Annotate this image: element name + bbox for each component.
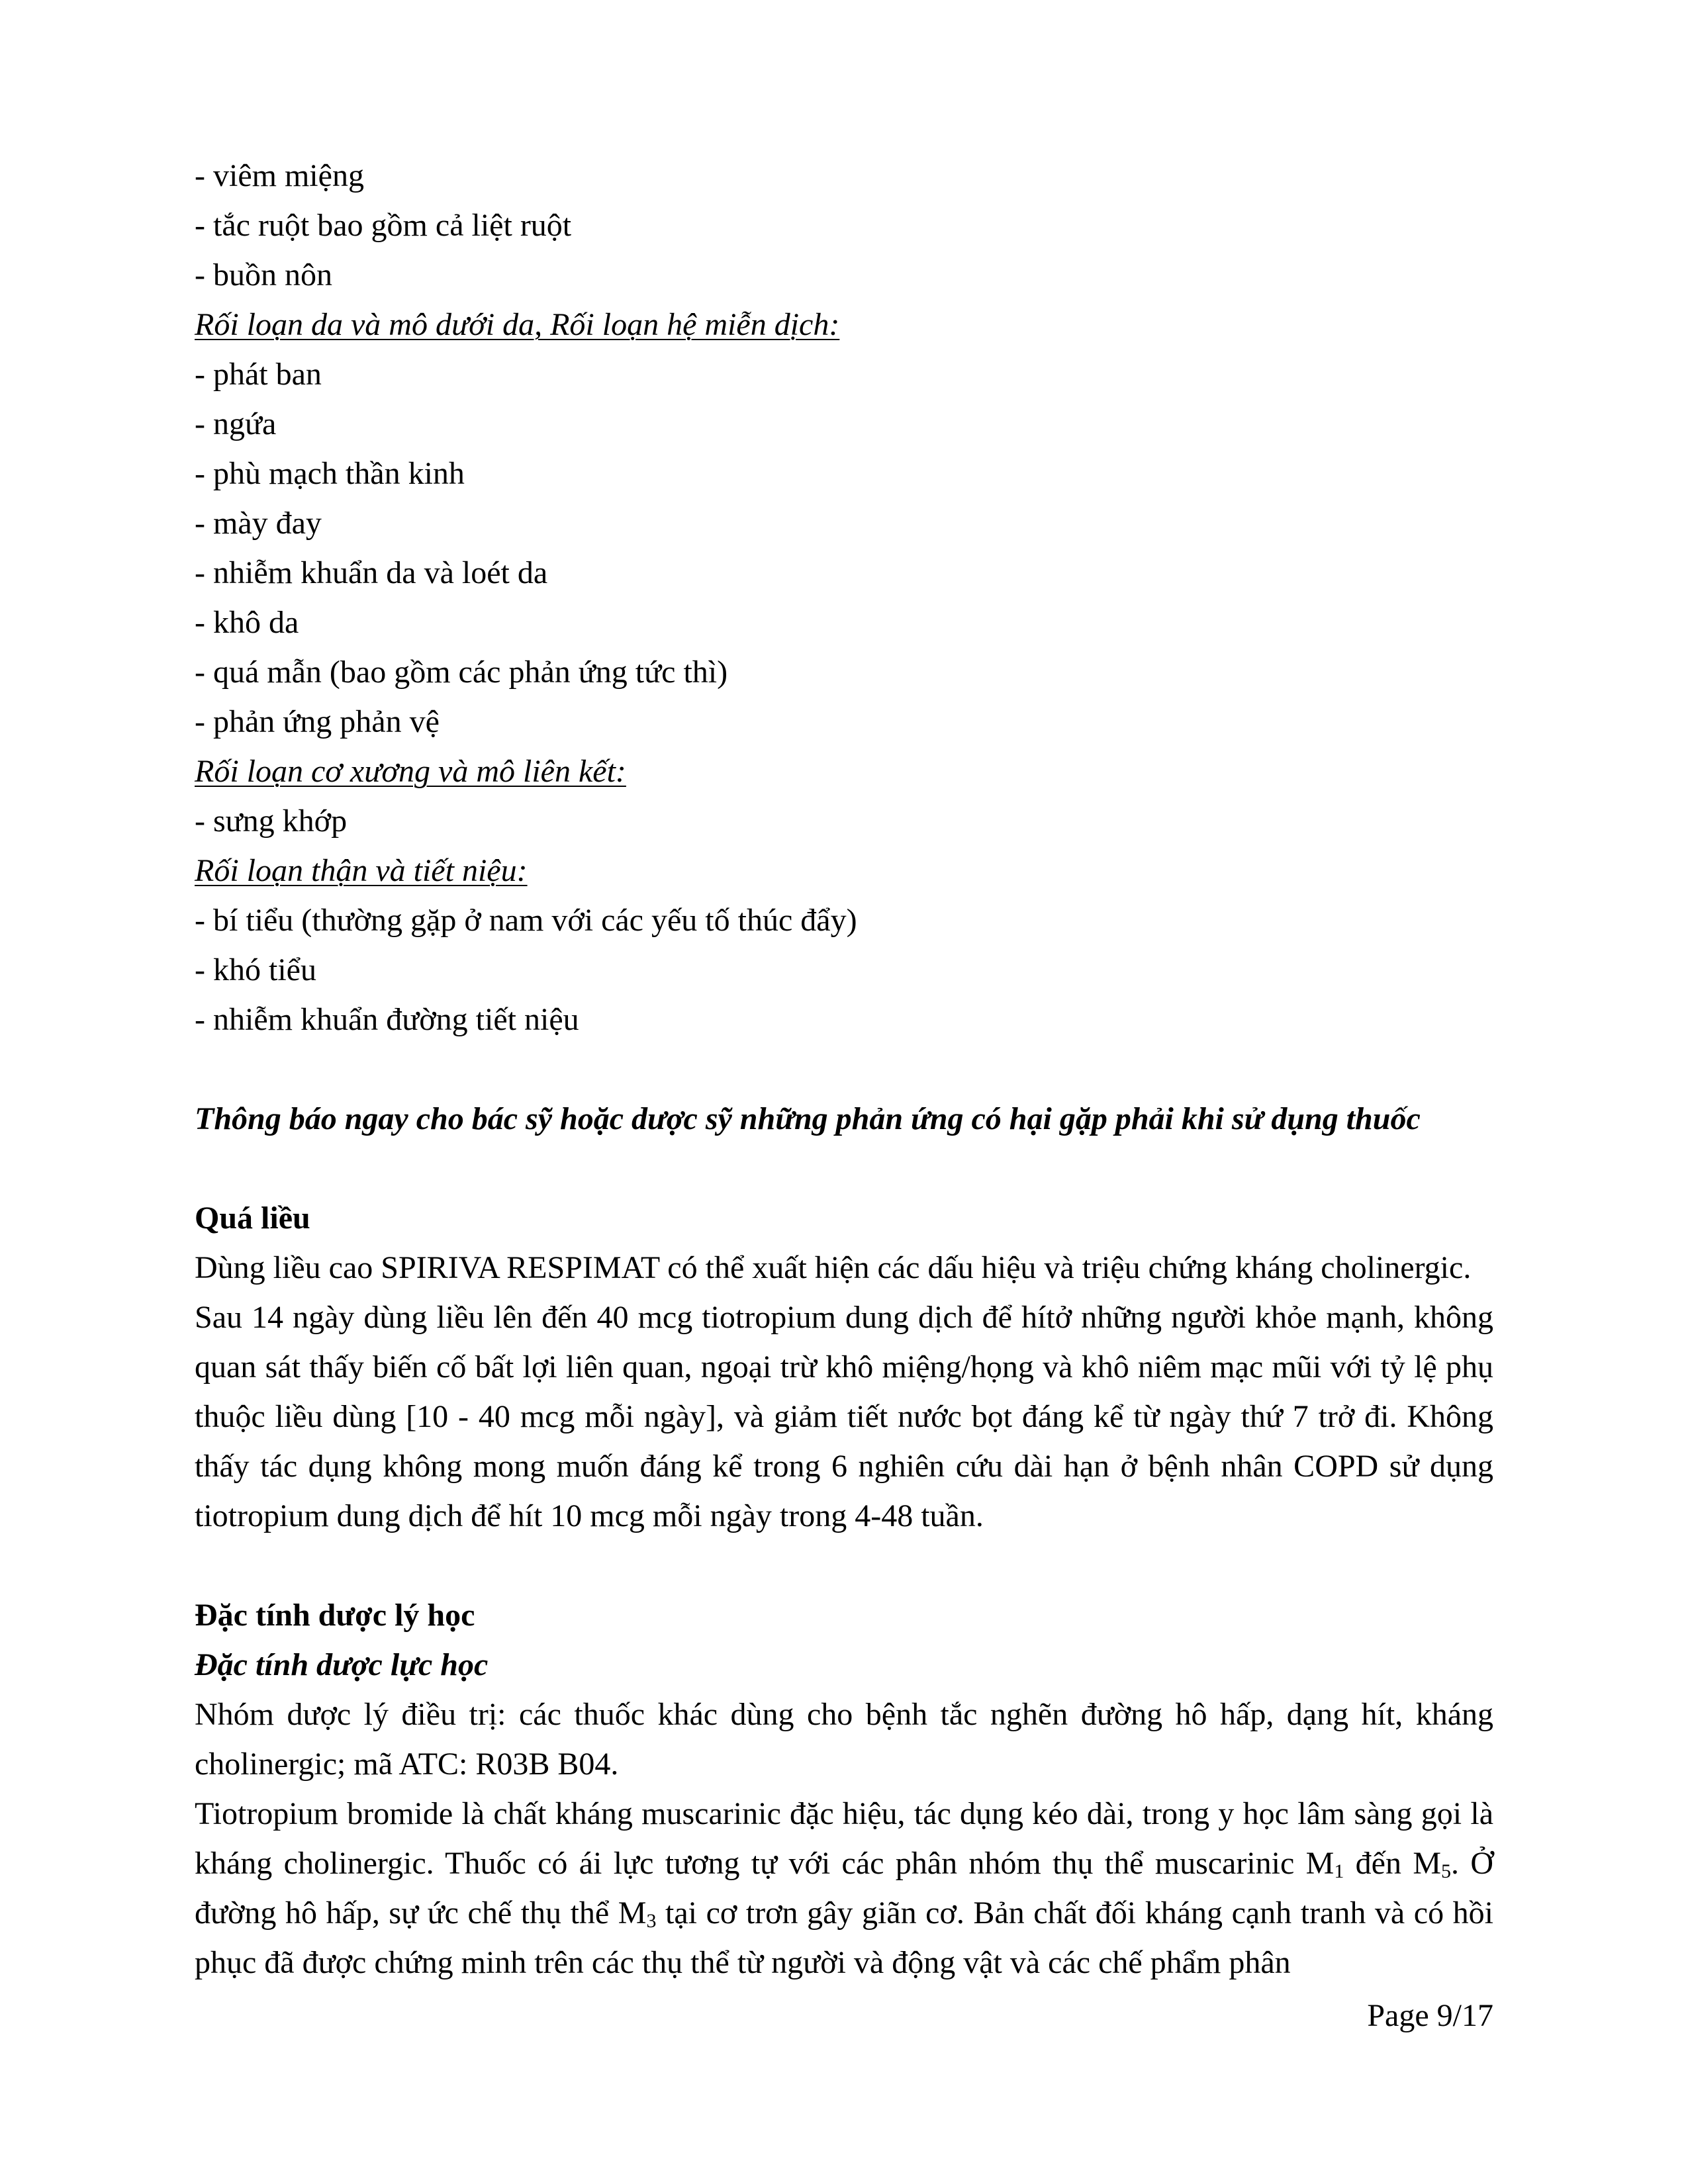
pharmacology-text-c: . Ở đường hô hấp, sự ức chế thụ thể M — [195, 1846, 1493, 1931]
section-title-muscle: Rối loạn cơ xương và mô liên kết: — [195, 754, 626, 789]
pharmacology-text-d: tại cơ trơn gây giãn cơ. Bản chất đối kháng cạnh tranh và có hồi phục đã được chứng minh trên các thụ thể từ người và động vật và các chế phẩm phân — [195, 1895, 1493, 1980]
pharmacology-paragraph-1: Nhóm dược lý điều trị: các thuốc khác dùng cho bệnh tắc nghẽn đường hô hấp, dạng hít, kháng cholinergic; mã ATC: R03B B04. — [195, 1697, 1493, 1782]
overdose-paragraph-2: Sau 14 ngày dùng liều lên đến 40 mcg tiotropium dung dịch để hítở những người khỏe mạnh, không quan sát thấy biến cố bất lợi liên quan, ngoại trừ khô miệng/họng và khô niêm mạc mũi với tỷ lệ phụ thuộc liều dùng [10 - 40 mcg mỗi ngày], và giảm tiết nước bọt đáng kể từ ngày thứ 7 trở đi. Không thấy tác dụng không mong muốn đáng kể trong 6 nghiên cứu dài hạn ở bệnh nhân COPD sử dụng tiotropium dung dịch để hít 10 mcg mỗi ngày trong 4-48 tuần. — [195, 1300, 1493, 1533]
list-item: - sưng khớp — [195, 803, 348, 839]
list-item: - khô da — [195, 605, 299, 640]
section-title-skin: Rối loạn da và mô dưới da, Rối loạn hệ miễn dịch: — [195, 307, 840, 342]
overdose-heading: Quá liều — [195, 1201, 310, 1236]
pharmacology-text-b: đến M — [1344, 1846, 1441, 1881]
subscript-3: 3 — [646, 1910, 657, 1932]
subscript-1: 1 — [1334, 1860, 1344, 1882]
list-item: - khó tiểu — [195, 952, 316, 987]
list-item: - viêm miệng — [195, 158, 364, 193]
list-item: - mày đay — [195, 506, 322, 541]
pharmacology-text-a: Tiotropium bromide là chất kháng muscarinic đặc hiệu, tác dụng kéo dài, trong y học lâm sàng gọi là kháng cholinergic. Thuốc có ái lực tương tự với các phân nhóm thụ thể muscarinic M — [195, 1796, 1493, 1881]
list-item: - phản ứng phản vệ — [195, 704, 440, 739]
list-item: - bí tiểu (thường gặp ở nam với các yếu tố thúc đẩy) — [195, 903, 857, 938]
subscript-5: 5 — [1441, 1860, 1451, 1882]
list-item: - nhiễm khuẩn da và loét da — [195, 555, 548, 590]
pharmacology-heading: Đặc tính dược lý học — [195, 1598, 475, 1633]
list-item: - buồn nôn — [195, 257, 332, 293]
page-number: Page 9/17 — [1367, 1998, 1493, 2033]
pharmacodynamics-subheading: Đặc tính dược lực học — [195, 1647, 489, 1682]
pharmacology-paragraph-2 — [195, 1789, 1493, 1987]
section-title-kidney: Rối loạn thận và tiết niệu: — [195, 853, 528, 888]
list-item: - phát ban — [195, 357, 322, 392]
list-item: - phù mạch thần kinh — [195, 456, 465, 491]
list-item: - nhiễm khuẩn đường tiết niệu — [195, 1002, 579, 1037]
list-item: - tắc ruột bao gồm cả liệt ruột — [195, 208, 572, 243]
document-body — [195, 151, 1493, 1987]
overdose-paragraph-1: Dùng liều cao SPIRIVA RESPIMAT có thể xuất hiện các dấu hiệu và triệu chứng kháng cholinergic. — [195, 1250, 1472, 1285]
list-item: - quá mẫn (bao gồm các phản ứng tức thì) — [195, 655, 728, 690]
adverse-reaction-notice: Thông báo ngay cho bác sỹ hoặc dược sỹ những phản ứng có hại gặp phải khi sử dụng thuốc — [195, 1101, 1421, 1136]
list-item: - ngứa — [195, 406, 277, 441]
